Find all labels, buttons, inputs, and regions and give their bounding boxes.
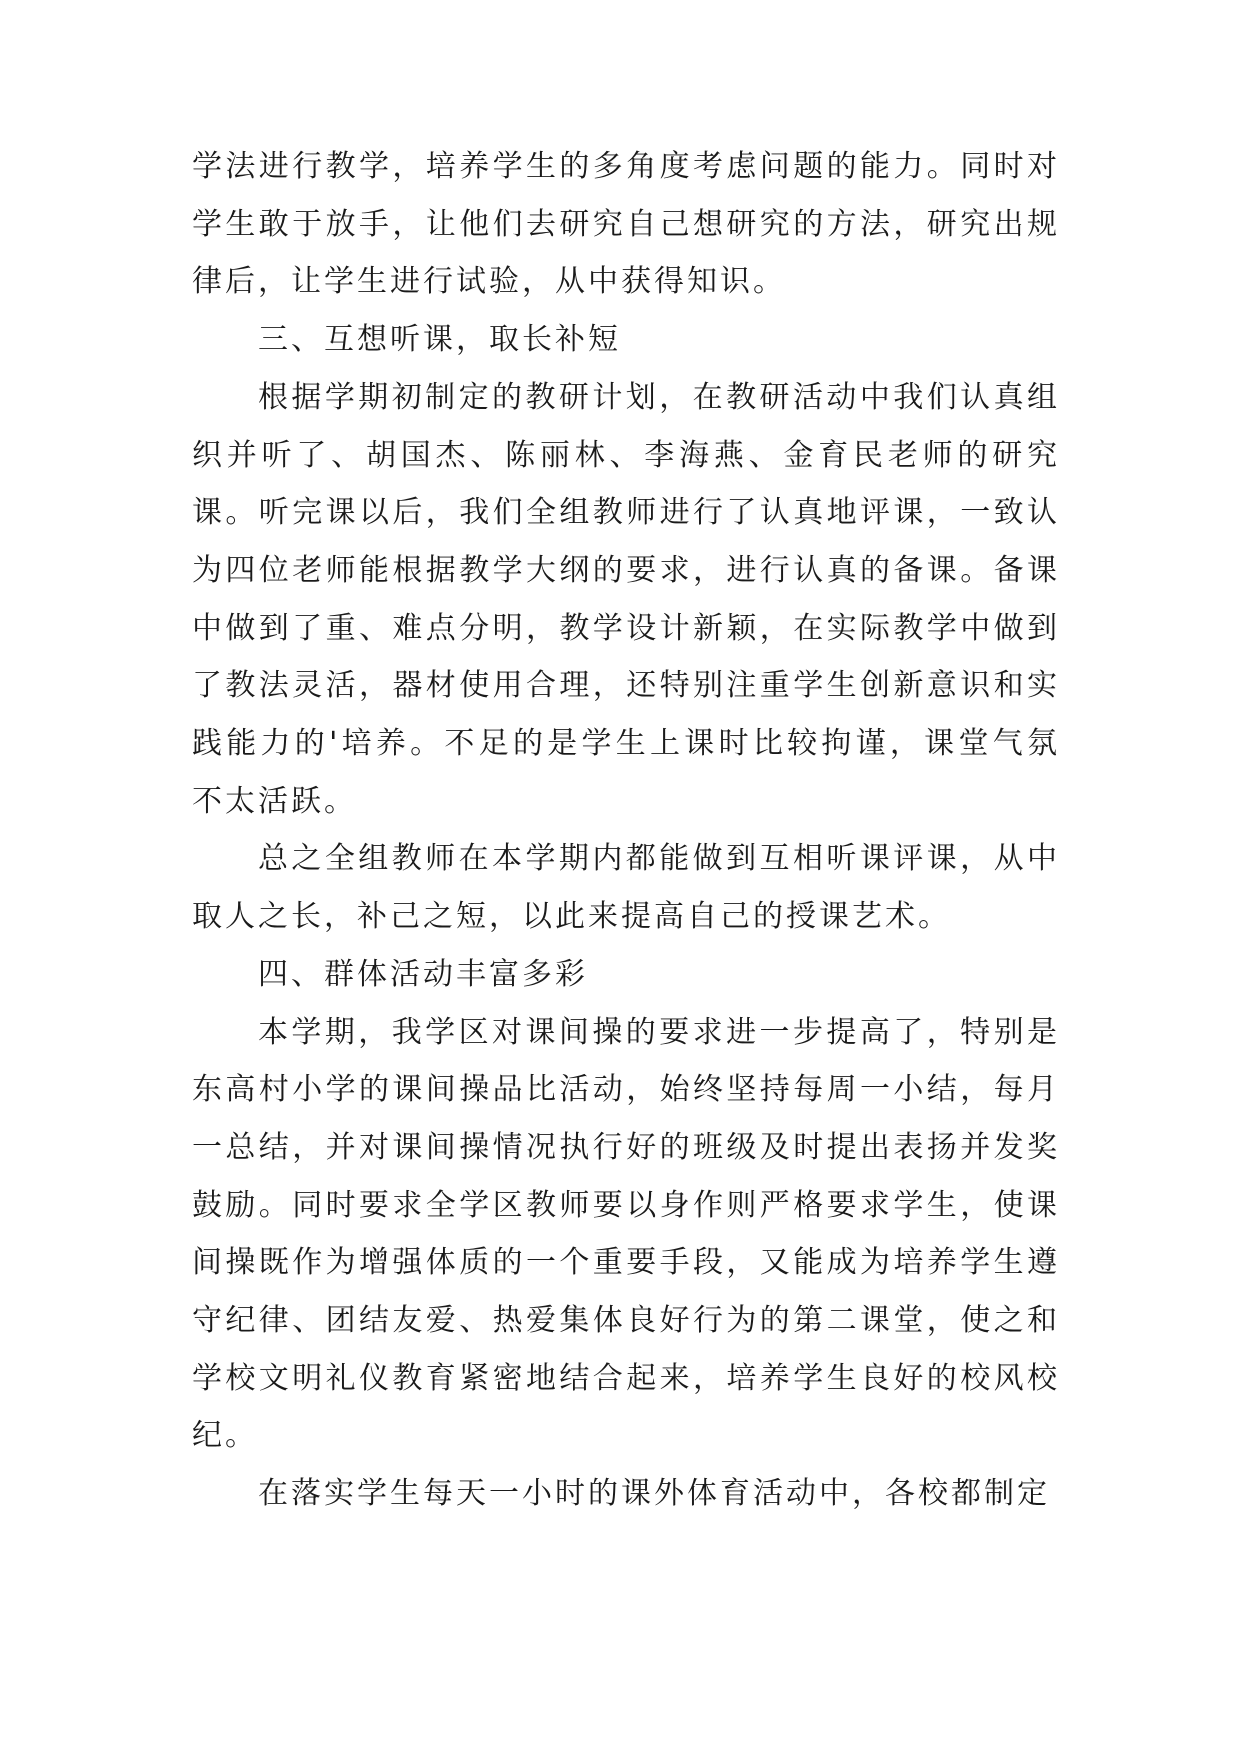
paragraph-summary: 总之全组教师在本学期内都能做到互相听课评课，从中取人之长，补己之短，以此来提高自己的授课艺术。 [192, 841, 1060, 935]
paragraph-exercise-activities: 本学期，我学区对课间操的要求进一步提高了，特别是东高村小学的课间操品比活动，始终坚持每周一小结，每月一总结，并对课间操情况执行好的班级及时提出表扬并发奖鼓励。同时要求全学区教师要以身作则严格要求学生，使课间操既作为增强体质的一个重要手段，又能成为培养学生遵守纪律、团结友爱、热爱集体良好行为的第二课堂，使之和学校文明礼仪教育紧密地结合起来，培养学生良好的校风校纪。 [192, 1014, 1060, 1454]
paragraph-continuation: 学法进行教学，培养学生的多角度考虑问题的能力。同时对学生敢于放手，让他们去研究自己想研究的方法，研究出规律后，让学生进行试验，从中获得知识。 [192, 149, 1060, 300]
section-heading-3: 三、互想听课，取长补短 [258, 322, 621, 358]
document-page [192, 138, 1060, 1523]
paragraph-lesson-observation: 根据学期初制定的教研计划，在教研活动中我们认真组织并听了、胡国杰、陈丽林、李海燕、金育民老师的研究课。听完课以后，我们全组教师进行了认真地评课，一致认为四位老师能根据教学大纲的要求，进行认真的备课。备课中做到了重、难点分明，教学设计新颖，在实际教学中做到了教法灵活，器材使用合理，还特别注重学生创新意识和实践能力的'培养。不足的是学生上课时比较拘谨，课堂气氛不太活跃。 [192, 379, 1060, 819]
section-heading-4: 四、群体活动丰富多彩 [258, 956, 588, 992]
paragraph-after-school-sports: 在落实学生每天一小时的课外体育活动中，各校都制定 [258, 1476, 1050, 1512]
